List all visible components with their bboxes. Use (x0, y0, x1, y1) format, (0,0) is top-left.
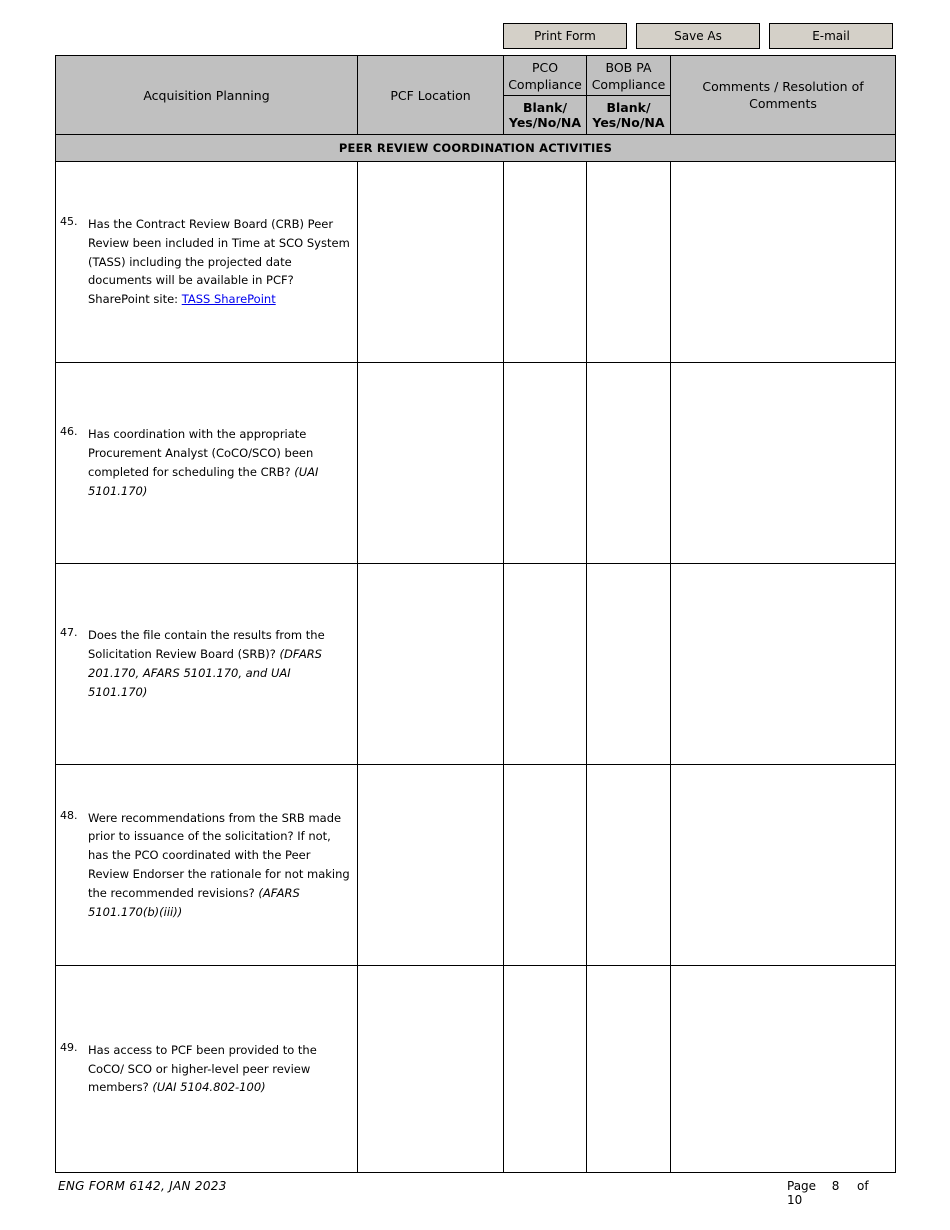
question-body: Were recommendations from the SRB made prior to issuance of the solicitation? If not, has the PCO coordinated with the Peer Review Endorser the rationale for not making the recommended revisions? (88, 810, 350, 900)
question-text (88, 809, 351, 922)
question-text (88, 1041, 351, 1097)
pco-compliance-field[interactable] (504, 765, 587, 966)
bob-pa-compliance-field[interactable] (587, 564, 671, 765)
header-pco-values: Blank/ Yes/No/NA (504, 96, 587, 135)
bob-pa-compliance-field[interactable] (587, 966, 671, 1173)
question-citation: (UAI 5101.170) (88, 465, 319, 498)
header-acquisition-planning: Acquisition Planning (56, 56, 358, 135)
bob-pa-compliance-field[interactable] (587, 162, 671, 363)
pco-compliance-field[interactable] (504, 363, 587, 564)
header-pcf-location: PCF Location (358, 56, 504, 135)
comments-field[interactable] (671, 966, 896, 1173)
form-toolbar (503, 23, 895, 51)
page-indicator (787, 1179, 897, 1207)
pcf-location-field[interactable] (358, 363, 504, 564)
page-number: 8 (831, 1179, 840, 1193)
question-cell (56, 363, 358, 564)
question-row (56, 162, 896, 363)
email-button[interactable]: E-mail (769, 23, 893, 49)
question-body: Has coordination with the appropriate Procurement Analyst (CoCO/SCO) been completed for scheduling the CRB? (88, 427, 314, 479)
bob-pa-compliance-field[interactable] (587, 765, 671, 966)
question-body: Has access to PCF been provided to the CoCO/ SCO or higher-level peer review members? (88, 1042, 317, 1095)
comments-field[interactable] (671, 162, 896, 363)
question-text (88, 215, 351, 309)
question-cell (56, 564, 358, 765)
pco-compliance-field[interactable] (504, 966, 587, 1173)
pcf-location-field[interactable] (358, 162, 504, 363)
question-citation: (UAI 5104.802-100) (152, 1080, 266, 1095)
question-number: 49. (60, 1040, 78, 1054)
question-number: 45. (60, 215, 78, 228)
question-number: 47. (60, 626, 78, 640)
page-total: 10 (787, 1193, 803, 1207)
checklist-table (55, 55, 896, 1173)
question-number: 46. (60, 425, 78, 439)
question-cell (56, 966, 358, 1173)
header-bob-pa-compliance: BOB PA Compliance (587, 56, 671, 96)
pcf-location-field[interactable] (358, 966, 504, 1173)
question-text (88, 425, 351, 500)
comments-field[interactable] (671, 765, 896, 966)
pco-compliance-field[interactable] (504, 564, 587, 765)
header-comments: Comments / Resolution of Comments (671, 56, 896, 135)
question-row (56, 765, 896, 966)
question-body: Does the file contain the results from the Solicitation Review Board (SRB)? (88, 628, 325, 662)
tass-sharepoint-link[interactable]: TASS SharePoint (181, 292, 276, 307)
pco-compliance-field[interactable] (504, 162, 587, 363)
question-citation: (AFARS 5101.170(b)(iii)) (88, 885, 300, 919)
comments-field[interactable] (671, 363, 896, 564)
pcf-location-field[interactable] (358, 765, 504, 966)
section-title: PEER REVIEW COORDINATION ACTIVITIES (56, 135, 896, 162)
save-as-button[interactable]: Save As (636, 23, 760, 49)
question-number: 48. (60, 808, 78, 822)
form-identifier: ENG FORM 6142, JAN 2023 (58, 1179, 227, 1193)
comments-field[interactable] (671, 564, 896, 765)
question-citation: (DFARS 201.170, AFARS 5101.170, and UAI 5101.170) (88, 647, 322, 699)
question-row (56, 564, 896, 765)
question-text (88, 626, 351, 701)
of-label: of (857, 1179, 869, 1193)
header-pco-compliance: PCO Compliance (504, 56, 587, 96)
page-label: Page (787, 1179, 817, 1193)
question-body: Has the Contract Review Board (CRB) Peer Review been included in Time at SCO System (TASS) including the projected date documents will be available in PCF? SharePoint site: (88, 217, 350, 307)
bob-pa-compliance-field[interactable] (587, 363, 671, 564)
print-form-button[interactable]: Print Form (503, 23, 627, 49)
question-row (56, 363, 896, 564)
pcf-location-field[interactable] (358, 564, 504, 765)
question-cell (56, 765, 358, 966)
header-bob-values: Blank/ Yes/No/NA (587, 96, 671, 135)
question-cell (56, 162, 358, 363)
question-row (56, 966, 896, 1173)
